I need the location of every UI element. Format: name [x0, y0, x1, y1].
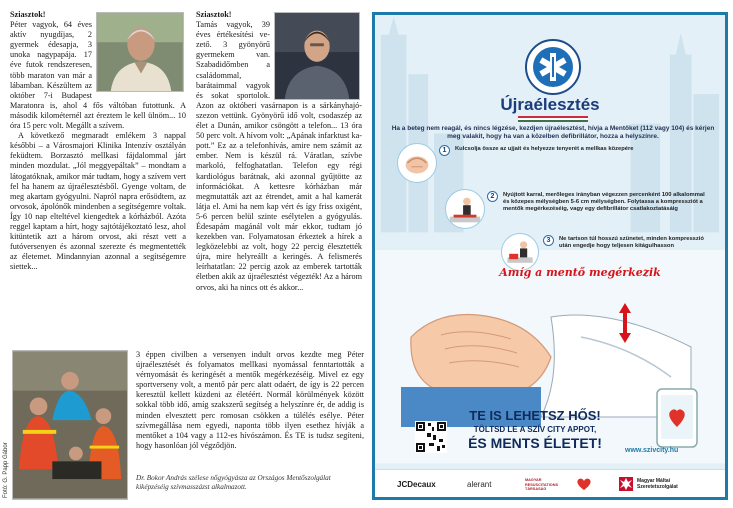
- defibrillator-icon: [502, 234, 538, 270]
- greeting-tamas: Sziasztok!: [196, 10, 232, 19]
- poster-title: Újraélesztés: [500, 95, 600, 114]
- step-3-number: 3: [543, 235, 554, 246]
- step-2-text: Nyújtott karral, merőleges irányban végezzen percenként 100 alkalommal és közepes mélységben 5-6 cm mélységben. Folytassa a kompressziót a mentők megérkezéséig, vagy egy defibrillátor csatlakoztatásáig: [503, 192, 705, 212]
- cpr-poster: [372, 12, 728, 500]
- step-1-text: Kulcsolja össze az ujjait és helyezze tenyerét a mellkas közepére: [455, 146, 634, 152]
- story-peter-paragraph-1: Péter vagyok, 64 éves aktív nyugdíjas, 2 gyermek édesapja, 3 unoka nagypapája. 17 éve futok rendszeresen, több maraton van már a lábamban. Készültem az október 7-i Budapest Maratonra is, ahol 4 fős váltóban futottunk. A második kilométernél azt éreztem le kell ülnöm... 10 óra 15 perc volt. Megállt a szívem.: [10, 20, 186, 131]
- portrait-tamas-image: [275, 13, 359, 99]
- greeting-peter: Sziasztok!: [10, 10, 46, 19]
- slogan: Amíg a mentő megérkezik: [499, 266, 661, 279]
- sponsor-alerant: alerant: [467, 480, 492, 489]
- smartphone-illustration: [653, 387, 701, 449]
- rescue-scene-image: [13, 351, 127, 499]
- cta-subtitle: TÖLTSD LE A SZÍV CITY APPOT,: [473, 425, 597, 434]
- phone-app-icon: [653, 387, 701, 449]
- sponsor-resuscitation-society: MAGYAR RESUSCITATIONS TÁRSASÁG: [525, 478, 558, 491]
- portrait-peter-image: [97, 13, 183, 91]
- step-3-text: Ne tartson túl hosszú szünetet, minden kompresszió után engedje hogy teljesen kitágulhasson: [559, 236, 704, 249]
- sponsor-maltese-charity: Magyar Máltai Szeretetszolgálat: [637, 478, 678, 490]
- poster-intro: Ha a beteg nem reagál, és nincs légzése, kezdjen újraélesztést, hívja a Mentőket (112 vagy 104) és kérjen meg valakit, hogy ha van a közelben defibrillátor, hozza a helyszínre.: [391, 125, 715, 140]
- cta-main: ÉS MENTS ÉLETET!: [468, 435, 602, 451]
- star-of-life-icon: [525, 39, 581, 95]
- sponsor-bar: [375, 469, 725, 497]
- story-peter-paragraph-2: A következő megmaradt emlékem 3 nappal későbbi – a Városmajori Klinika Intenzív osztályán feküdtem. Borzasztó mellkasi fájdalommal járt minden mozdulat. „Jól meggyepáltak” – mondtam a látogatóknak, amikor már tudtam, hogy a szívem vert fel ha hanem az újraélesztésből. Gyenge voltam, de meg akartam gyógyulni. Napról napra erősödtem, az orvosok, ápolónők mindenben a segítségemre voltak. Így 10 nap elteltével kiengedtek a kórházból. Azóta reggel kaptam a hírt, hogy sajtótájékoztató lesz, ahol kitüntetik azt a három orvost, aki részt vett a futóversenyen és azonnal szerezte és megmentették az életemet. Mindannyian azonnal a segítségemre siettek...: [10, 131, 186, 272]
- step-1-illustration: [397, 143, 437, 183]
- step-2-number: 2: [487, 191, 498, 202]
- photo-credit: Fotó: G. Papp Gábor: [3, 442, 9, 498]
- website-link[interactable]: www.szivcity.hu: [625, 447, 679, 454]
- step-2-illustration: [445, 189, 485, 229]
- heart-logo-icon: [575, 477, 593, 491]
- sponsor-jcdecaux: JCDecaux: [397, 480, 436, 489]
- bottom-story-text: [136, 350, 364, 451]
- bottom-story-paragraph: 3 éppen civilben a versenyen indult orvos kezdte meg Péter újraélesztését és folyamatos mellkasi nyomással fenntartották a vérnyomását és keringését a mentők megérkezéséig. Mivel ez egy sportverseny volt, a mentő pár perc alatt odaért, de így is 22 percen keresztül kellett küzdeni az életéért. Normál körülmények között sokkal több idő, amíg szakszerű segítség a helyszínre ér, de addig is minden elvesztett perc romosan csökken a túlélés esélye. Péter szívmegállása nem egyedi, naponta több ilyen esethez hívják a mentőket a 104 vagy a 112-es hívószámon. És TE is tudsz segíteni, hogy hasonlóan jól végződjön.: [136, 350, 364, 450]
- hungarian-flag-stripe: [518, 116, 588, 122]
- maltese-cross-icon: [619, 477, 633, 491]
- cpr-compression-icon: [446, 190, 484, 228]
- photo-peter: [96, 12, 184, 92]
- clasped-hands-icon: [398, 144, 436, 182]
- cta-title: TE IS LEHETSZ HŐS!: [469, 408, 601, 423]
- story-tamas-paragraph: Tamás vagyok, 39 éves értékesítési vezető. 3 gyönyörű gyermekem van. Szabadidőmben a családommal, barátaimmal vagyok és sokat sportolok. Azon az októberi vasárnapon is a sárkányhajó-szezon vettünk. Gyönyörű idő volt, csodaszép az élet a Dunán, amikor csöngött a telefon... 13 óra 50 perc volt. A hívom volt: „Apának infarktust kapott.” Ez az a telefonhívás, amire nem számít az ember. Nem is készül rá. Váratlan, szívbe markoló, felfoghatatlan. Telefon egy régi kardiológus barátnak, aki azonnal gyűjtötte az információkat. A kettesre kórházban már megmutatták azt az étrendet, amit a hal kamerát látja el. Ami ha nem kap vért és így friss oxigént, 5-6 percen belül szinte esélytelen a gyógyulás. Édesapám magánál volt már ekkor, tudtam jó kezekben van. Folyamatosan érkeztek a hírek a legközelebbi az volt, hogy 22 percig élesztették újra, mire helyreállt a keringés. A felismerés leírhatatlan: 22 percig azok az emberek tartották életben akik az újraélesztést végezték! Az a három orvos, aki ha nincs ott és akkor...: [196, 20, 362, 292]
- photo-tamas: [274, 12, 360, 100]
- ambulance-service-logo: [525, 39, 581, 95]
- photo-rescue-scene: [12, 350, 128, 500]
- photo-caption: Dr. Bokor András szélese nőgyógyásza az Országos Mentőszolgálat kiképzéséig szívmasszázst alkalmazott.: [136, 474, 331, 491]
- step-1-number: 1: [439, 145, 450, 156]
